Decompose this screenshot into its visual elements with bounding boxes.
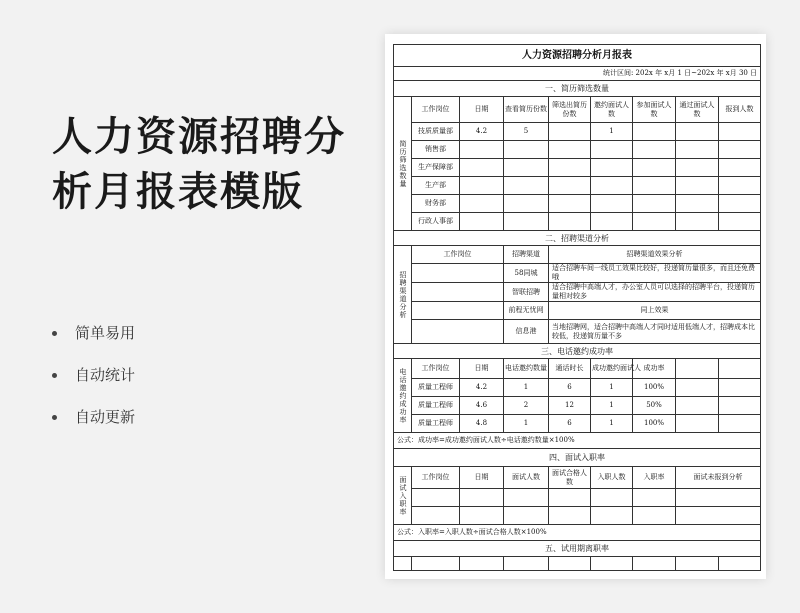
s1-header: 日期	[460, 97, 504, 123]
table-row	[394, 507, 761, 525]
table-row: 质量工程师 4.8 1 6 1 100%	[394, 415, 761, 433]
section2-side-label: 招聘渠道分析	[394, 246, 412, 344]
s2-header: 工作岗位	[412, 246, 504, 264]
s3-header: 工作岗位	[412, 359, 460, 379]
bullet-icon	[52, 415, 57, 420]
s3-header: 通话时长	[549, 359, 591, 379]
table-row: 财务部	[394, 195, 761, 213]
report-period: 统计区间: 202x 年 x月 1 日~202x 年 x月 30 日	[394, 67, 761, 81]
s1-header: 查看简历份数	[504, 97, 549, 123]
section1-side-label: 简历筛选数量	[394, 97, 412, 231]
section5-title: 五、试用期离职率	[394, 541, 761, 557]
s1-header: 通过面试人数	[676, 97, 719, 123]
table-row	[394, 489, 761, 507]
s4-header: 工作岗位	[412, 467, 460, 489]
s3-header: 成功率	[633, 359, 676, 379]
report-document	[393, 44, 760, 571]
s3-header: 电话邀约数量	[504, 359, 549, 379]
table-row: 前程无忧网 同上效果	[394, 302, 761, 320]
section3-side-label: 电话邀约成功率	[394, 359, 412, 433]
table-row: 质量工程师 4.6 2 12 1 50%	[394, 397, 761, 415]
s3-header: 日期	[460, 359, 504, 379]
table-row: 58同城 适合招聘车间一线员工效果比较好，投递简历量很多，而且还免费哦	[394, 264, 761, 283]
s3-header: 成功邀约面试人	[591, 359, 633, 379]
s4-header: 面试未报到分析	[676, 467, 761, 489]
table-row: 生产保障部	[394, 159, 761, 177]
s4-header: 面试人数	[504, 467, 549, 489]
feature-item: 简单易用	[52, 312, 135, 354]
s2-header: 招聘渠道	[504, 246, 549, 264]
feature-item: 自动更新	[52, 396, 135, 438]
s1-header: 邀约面试人数	[591, 97, 633, 123]
bullet-icon	[52, 331, 57, 336]
section3-formula: 公式：成功率=成功邀约面试人数÷电话邀约数量×100%	[394, 433, 761, 449]
s4-header: 日期	[460, 467, 504, 489]
s1-header: 报到人数	[719, 97, 761, 123]
report-sheet-preview	[385, 34, 766, 579]
s1-header: 参加面试人数	[633, 97, 676, 123]
section4-side-label: 面试入职率	[394, 467, 412, 525]
table-row: 智联招聘 适合招聘中高端人才，办公室人员可以选择的招聘平台，投递简历量相对较多	[394, 283, 761, 302]
s1-header: 工作岗位	[412, 97, 460, 123]
report-table	[393, 44, 761, 571]
bullet-icon	[52, 373, 57, 378]
section4-title: 四、面试入职率	[394, 449, 761, 467]
s4-header: 入职人数	[591, 467, 633, 489]
s4-header: 面试合格人数	[549, 467, 591, 489]
table-row: 销售部	[394, 141, 761, 159]
section4-formula: 公式：入职率=入职人数÷面试合格人数×100%	[394, 525, 761, 541]
feature-item: 自动统计	[52, 354, 135, 396]
table-row: 行政人事部	[394, 213, 761, 231]
section3-title: 三、电话邀约成功率	[394, 344, 761, 359]
feature-list	[52, 312, 135, 438]
section2-title: 二、招聘渠道分析	[394, 231, 761, 246]
table-row: 信息港 当地招聘网，适合招聘中高端人才同时适用低端人才，招聘成本比较低，投递简历量不多	[394, 320, 761, 344]
table-row: 质量工程师 4.2 1 6 1 100%	[394, 379, 761, 397]
table-row: 技质质量部 4.2 5 1	[394, 123, 761, 141]
promo-title-line1: 人力资源招聘分	[52, 114, 346, 160]
s2-header: 招聘渠道效果分析	[549, 246, 761, 264]
promo-title-line2: 析月报表模版	[52, 169, 304, 215]
table-row: 生产部	[394, 177, 761, 195]
s4-header: 入职率	[633, 467, 676, 489]
report-title: 人力资源招聘分析月报表	[394, 45, 761, 67]
s1-header: 筛选出简历份数	[549, 97, 591, 123]
section1-title: 一、简历筛选数量	[394, 81, 761, 97]
